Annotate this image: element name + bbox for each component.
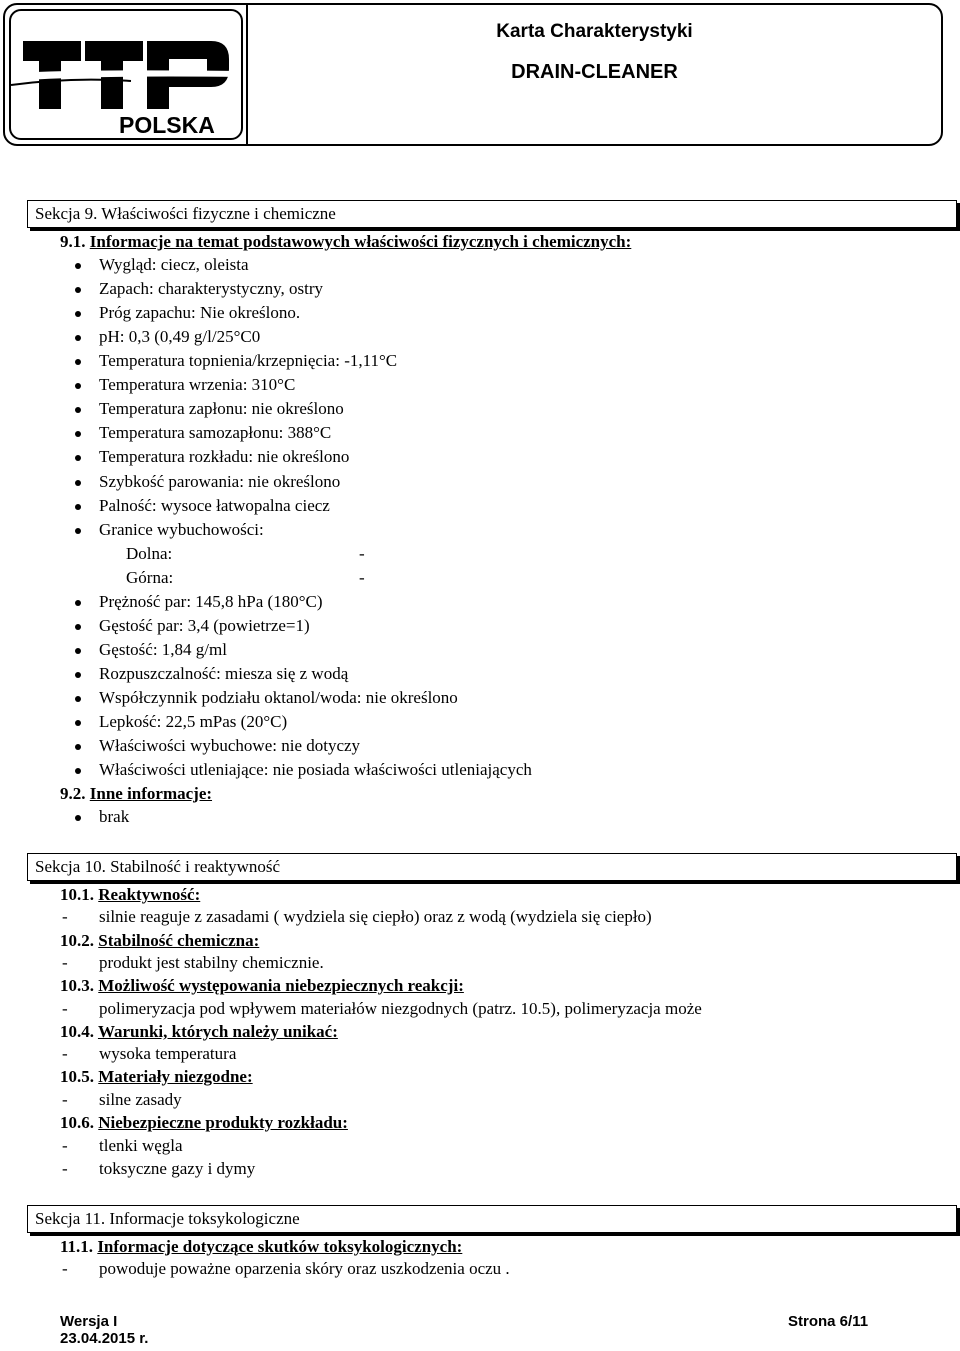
bullet-icon [75, 624, 81, 630]
subsection-number: 9.1. [60, 232, 86, 251]
subsection-10-4 [60, 1022, 338, 1042]
explosive-upper-label: Górna: [126, 568, 174, 587]
list-item-text: Próg zapachu: Nie określono. [99, 303, 301, 322]
list-item-text: Zapach: charakterystyczny, ostry [99, 279, 324, 298]
list-item-text: Temperatura zapłonu: nie określono [99, 399, 344, 418]
subsection-9-1 [60, 232, 631, 252]
subsection-number: 10.5. [60, 1067, 94, 1086]
list-item-text: pH: 0,3 (0,49 g/l/25°C0 [99, 327, 261, 346]
list-item-text: Prężność par: 145,8 hPa (180°C) [99, 592, 323, 611]
version-date: 23.04.2015 r. [60, 1330, 149, 1347]
subsection-number: 10.4. [60, 1022, 94, 1041]
list-item-text: silne zasady [99, 1090, 182, 1109]
bullet-icon [75, 480, 81, 486]
bullet-icon [75, 383, 81, 389]
version-label: Wersja I [60, 1313, 118, 1330]
page-number: Strona 6/11 [788, 1313, 869, 1330]
subsection-number: 10.3. [60, 976, 94, 995]
bullet-icon [75, 431, 81, 437]
list-item-text: silnie reaguje z zasadami ( wydziela się ciepło) oraz z wodą (wydziela się ciepło) [99, 907, 652, 926]
ttp-logo-graphic [11, 11, 241, 138]
bullet-icon [75, 528, 81, 534]
bullet-icon [75, 815, 81, 821]
subsection-title: Niebezpieczne produkty rozkładu: [98, 1113, 348, 1132]
bullet-icon [75, 768, 81, 774]
dash-marker: - [62, 953, 68, 972]
list-item-text: wysoka temperatura [99, 1044, 237, 1063]
list-item-text: Szybkość parowania: nie określono [99, 472, 341, 491]
bullet-icon [75, 407, 81, 413]
dash-marker: - [62, 1159, 68, 1178]
bullet-icon [75, 504, 81, 510]
bullet-icon [75, 720, 81, 726]
bullet-icon [75, 672, 81, 678]
subsection-title: Reaktywność: [98, 885, 201, 904]
subsection-10-3 [60, 976, 464, 996]
list-item-text: tlenki węgla [99, 1136, 183, 1155]
list-item-text: Temperatura samozapłonu: 388°C [99, 423, 332, 442]
section-10-header: Sekcja 10. Stabilność i reaktywność [27, 853, 957, 881]
dash-marker: - [62, 1044, 68, 1063]
dash-marker: - [62, 999, 68, 1018]
bullet-icon [75, 335, 81, 341]
subsection-11-1 [60, 1237, 462, 1257]
list-item-text: Gęstość: 1,84 g/ml [99, 640, 227, 659]
subsection-10-6 [60, 1113, 348, 1133]
subsection-9-2 [60, 784, 212, 804]
bullet-icon [75, 648, 81, 654]
list-item-text: Wygląd: ciecz, oleista [99, 255, 249, 274]
subsection-10-1 [60, 885, 200, 905]
dash-marker: - [62, 1136, 68, 1155]
list-item-text: Temperatura wrzenia: 310°C [99, 375, 296, 394]
bullet-icon [75, 455, 81, 461]
list-item-text: powoduje poważne oparzenia skóry oraz uszkodzenia oczu . [99, 1259, 510, 1278]
bullet-icon [75, 744, 81, 750]
subsection-10-5 [60, 1067, 253, 1087]
explosive-upper-value: - [359, 568, 365, 587]
dash-marker: - [62, 907, 68, 926]
footer-version-block [60, 1313, 148, 1347]
product-name: DRAIN-CLEANER [511, 61, 678, 83]
subsection-number: 9.2. [60, 784, 86, 803]
bullet-icon [75, 287, 81, 293]
list-item-text: Palność: wysoce łatwopalna ciecz [99, 496, 330, 515]
dash-marker: - [62, 1090, 68, 1109]
subsection-10-2 [60, 931, 259, 951]
company-logo [9, 9, 243, 140]
list-item-text: Gęstość par: 3,4 (powietrze=1) [99, 616, 310, 635]
bullet-icon [75, 263, 81, 269]
list-item-text: Właściwości utleniające: nie posiada właściwości utleniających [99, 760, 532, 779]
bullet-icon [75, 696, 81, 702]
list-item-text: Rozpuszczalność: miesza się z wodą [99, 664, 349, 683]
subsection-title: Informacje na temat podstawowych właściwości fizycznych i chemicznych: [89, 232, 632, 251]
list-item-text: toksyczne gazy i dymy [99, 1159, 256, 1178]
subsection-number: 11.1. [60, 1237, 94, 1256]
explosive-lower-value: - [359, 544, 365, 563]
explosive-lower-label: Dolna: [126, 544, 173, 563]
subsection-number: 10.2. [60, 931, 94, 950]
subsection-title: Informacje dotyczące skutków toksykologicznych: [97, 1237, 463, 1256]
document-type-title: Karta Charakterystyki [496, 21, 693, 42]
list-item-text: produkt jest stabilny chemicznie. [99, 953, 324, 972]
header-title-box [248, 5, 941, 144]
subsection-title: Materiały niezgodne: [98, 1067, 253, 1086]
subsection-title: Stabilność chemiczna: [98, 931, 260, 950]
bullet-icon [75, 600, 81, 606]
bullet-icon [75, 359, 81, 365]
section-11-header: Sekcja 11. Informacje toksykologiczne [27, 1205, 957, 1233]
list-item-text: polimeryzacja pod wpływem materiałów niezgodnych (patrz. 10.5), polimeryzacja może [99, 999, 702, 1018]
dash-marker: - [62, 1259, 68, 1278]
subsection-number: 10.6. [60, 1113, 94, 1132]
section-9-header: Sekcja 9. Właściwości fizyczne i chemiczne [27, 200, 957, 228]
subsection-title: Warunki, których należy unikać: [97, 1022, 338, 1041]
list-item-text: Współczynnik podziału oktanol/woda: nie określono [99, 688, 458, 707]
subsection-title: Inne informacje: [89, 784, 213, 803]
list-item-text: brak [99, 807, 130, 826]
subsection-title: Możliwość występowania niebezpiecznych reakcji: [98, 976, 464, 995]
subsection-number: 10.1. [60, 885, 94, 904]
logo-text: POLSKA [119, 112, 215, 138]
bullet-icon [75, 311, 81, 317]
list-item-text: Granice wybuchowości: [99, 520, 264, 539]
list-item-text: Lepkość: 22,5 mPas (20°C) [99, 712, 288, 731]
list-item-text: Temperatura rozkładu: nie określono [99, 447, 350, 466]
document-header [3, 3, 943, 146]
list-item-text: Temperatura topnienia/krzepnięcia: -1,11°C [99, 351, 398, 370]
list-item-text: Właściwości wybuchowe: nie dotyczy [99, 736, 361, 755]
